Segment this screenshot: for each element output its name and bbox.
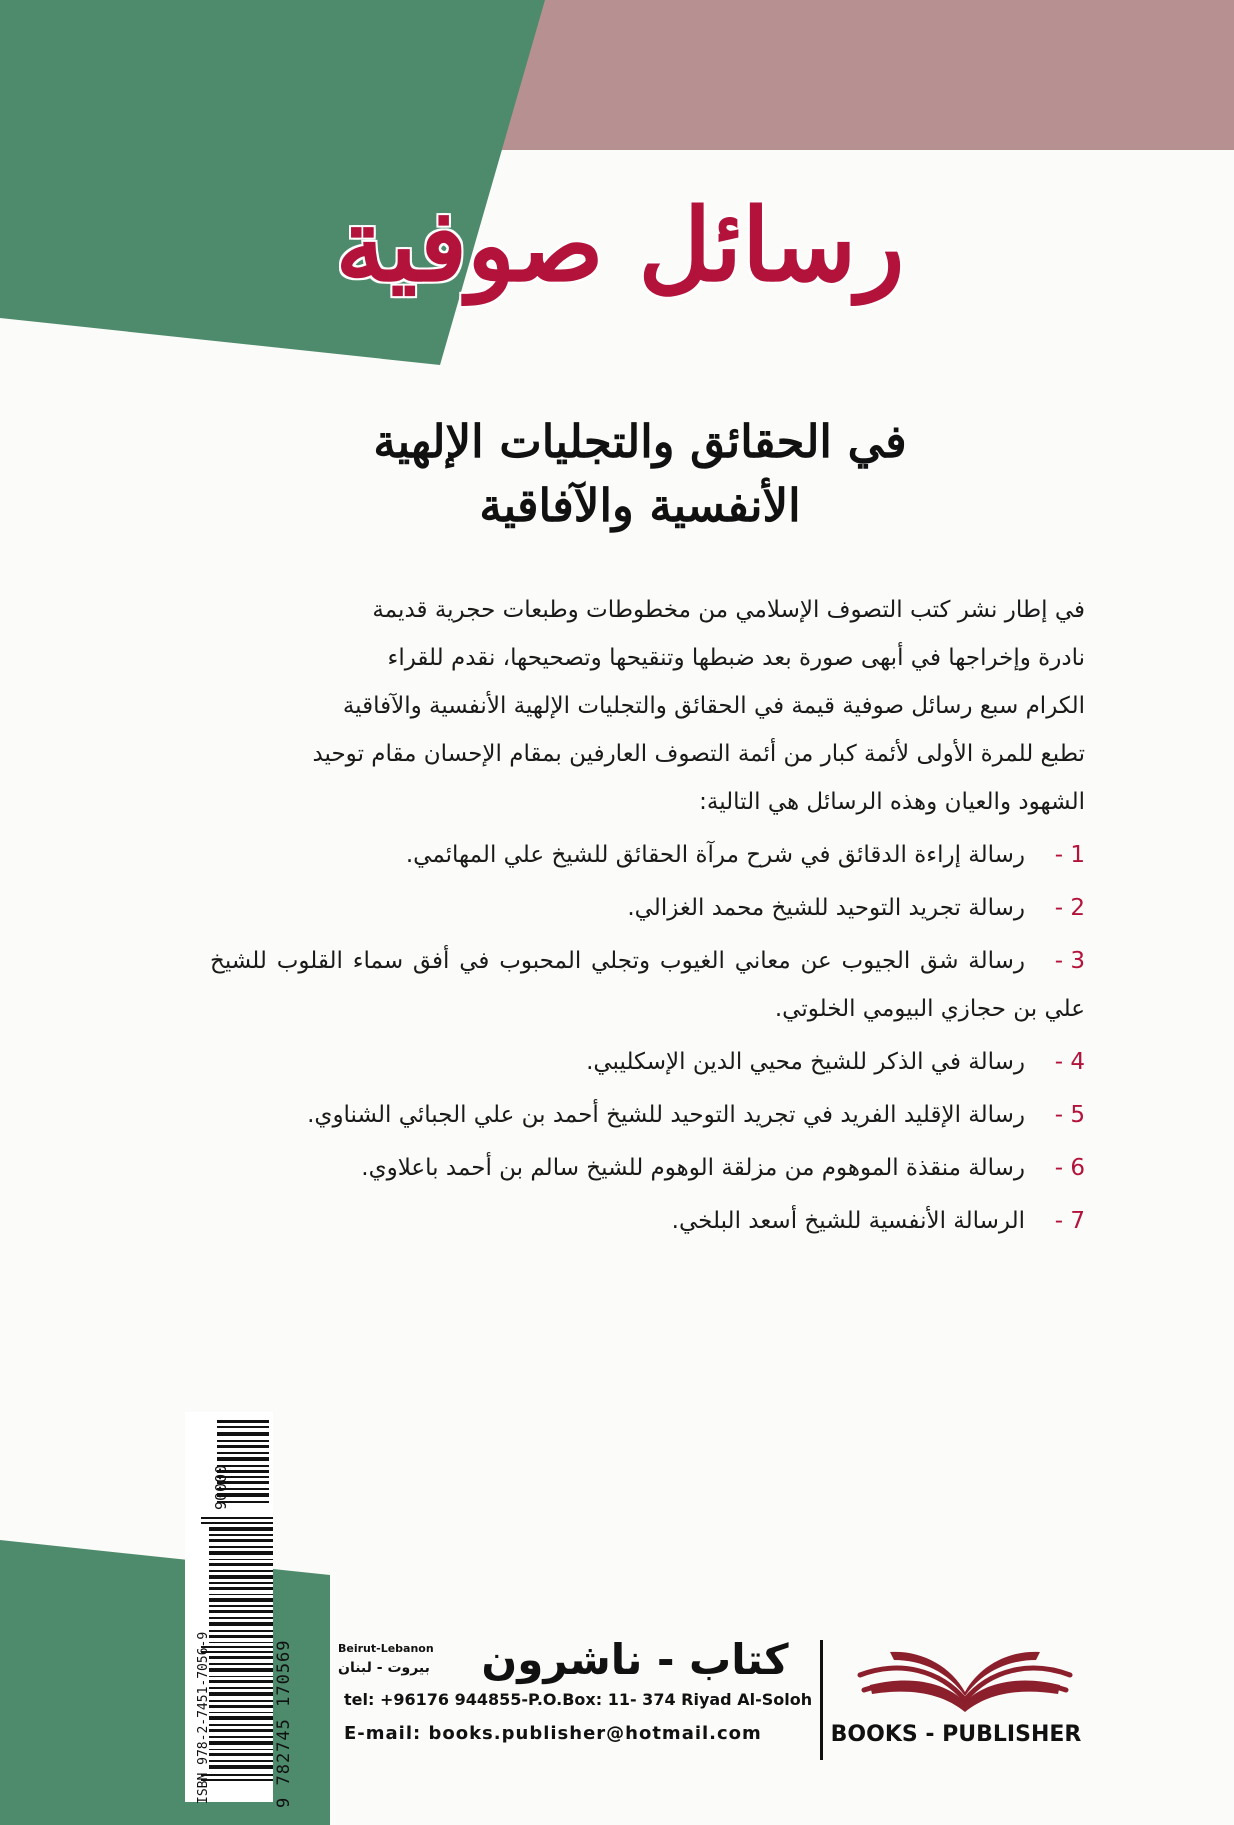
price-code: 90000 (212, 1464, 230, 1510)
list-item (210, 1197, 1085, 1245)
list-item (210, 884, 1085, 932)
list-item (210, 937, 1085, 1033)
list-item-text: رسالة الإقليد الفريد في تجريد التوحيد للشيخ أحمد بن علي الجبائي الشناوي. (307, 1102, 1025, 1128)
publisher-divider (820, 1640, 823, 1760)
description (210, 586, 1085, 1245)
barcode-digits: 9 782745 170569 (274, 1639, 294, 1808)
list-item-text: رسالة شق الجيوب عن معاني الغيوب وتجلي المحبوب في أفق سماء القلوب للشيخ علي بن حجازي البيومي الخلوتي. (210, 948, 1085, 1022)
publisher-name-ar: كتاب - ناشرون (481, 1635, 789, 1684)
list-item-text: رسالة تجريد التوحيد للشيخ محمد الغزالي. (627, 895, 1025, 921)
publisher-contact: tel: +96176 944855-P.O.Box: 11- 374 Riyad Al-Soloh (344, 1690, 813, 1709)
book-subtitle (360, 410, 920, 538)
isbn-label: ISBN 978-2-7451-7056-9 (196, 1631, 211, 1804)
intro-line: في إطار نشر كتب التصوف الإسلامي من مخطوطات وطبعات حجرية قديمة (372, 597, 1085, 623)
list-item-number: 2 - (1054, 895, 1085, 921)
intro-line: نادرة وإخراجها في أبهى صورة بعد ضبطها وتنقيحها وتصحيحها، نقدم للقراء (387, 645, 1085, 671)
main-bars (201, 1517, 273, 1781)
subtitle-line-1: في الحقائق والتجليات الإلهية (373, 415, 907, 468)
list-item-number: 3 - (1054, 948, 1085, 974)
publisher-email: E-mail: books.publisher@hotmail.com (344, 1723, 762, 1744)
list-item (210, 1091, 1085, 1139)
publisher-logo-text: BOOKS - PUBLISHER (830, 1722, 1082, 1747)
green-top-block (0, 0, 545, 365)
publisher-city-ar: بيروت - لبنان (338, 1660, 430, 1676)
subtitle-line-2: الأنفسية والآفاقية (479, 479, 801, 532)
list-item-text: رسالة في الذكر للشيخ محيي الدين الإسكليبي. (586, 1049, 1025, 1075)
list-item (210, 1144, 1085, 1192)
list-item-number: 4 - (1054, 1049, 1085, 1075)
list-item-number: 7 - (1054, 1208, 1085, 1234)
list-item-text: رسالة إراءة الدقائق في شرح مرآة الحقائق للشيخ علي المهائمي. (405, 842, 1025, 868)
list-item (210, 1038, 1085, 1086)
list-item (210, 831, 1085, 879)
publisher-city-en: Beirut-Lebanon (338, 1642, 434, 1655)
list-item-text: الرسالة الأنفسية للشيخ أسعد البلخي. (671, 1208, 1025, 1234)
mauve-corner-block (430, 0, 1234, 150)
list-item-text: رسالة منقذة الموهوم من مزلقة الوهوم للشيخ سالم بن أحمد باعلاوي. (361, 1155, 1025, 1181)
treatise-list (210, 831, 1085, 1245)
intro-paragraph (210, 586, 1085, 826)
list-item-number: 6 - (1054, 1155, 1085, 1181)
open-book-logo-icon (850, 1630, 1080, 1720)
intro-line: تطبع للمرة الأولى لأئمة كبار من أئمة التصوف العارفين بمقام الإحسان مقام توحيد (312, 741, 1085, 767)
list-item-number: 5 - (1054, 1102, 1085, 1128)
book-title: رسائل صوفية (335, 186, 905, 304)
intro-line: الكرام سبع رسائل صوفية قيمة في الحقائق والتجليات الإلهية الأنفسية والآفاقية (342, 693, 1085, 719)
list-item-number: 1 - (1054, 842, 1085, 868)
intro-line: الشهود والعيان وهذه الرسائل هي التالية: (699, 789, 1085, 815)
